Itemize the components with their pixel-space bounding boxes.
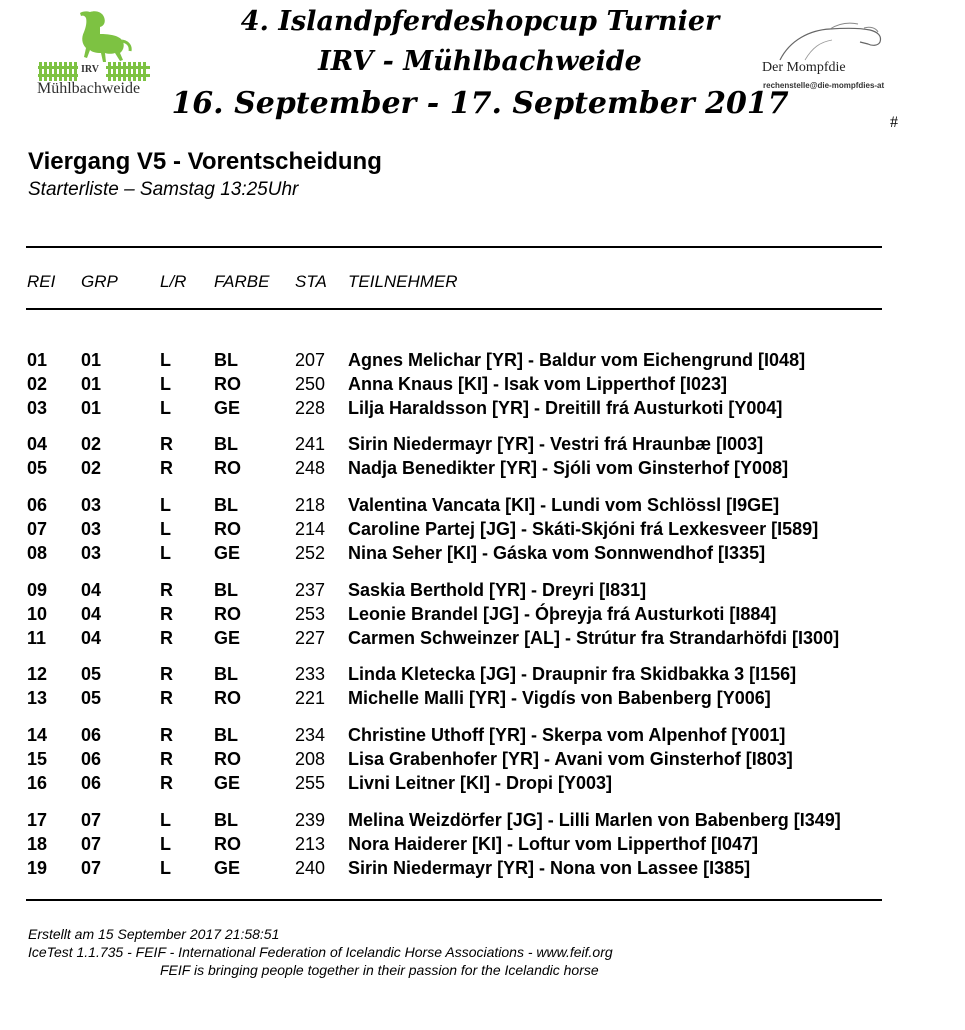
cell-lr: L — [160, 374, 171, 394]
cell-sta: 255 — [295, 773, 326, 793]
hash-mark: # — [890, 114, 898, 131]
cell-farbe: RO — [214, 374, 241, 394]
cell-grp: 02 — [81, 458, 102, 478]
column-header-farbe: FARBE — [214, 272, 270, 291]
club-logo-badge: IRV — [81, 64, 99, 75]
cell-grp: 03 — [81, 543, 102, 563]
table-row — [0, 725, 965, 749]
table-row — [0, 350, 965, 374]
cell-lr: L — [160, 519, 171, 539]
table-row — [0, 664, 965, 688]
table-row — [0, 398, 965, 422]
cell-rei: 03 — [27, 398, 48, 418]
cell-farbe: RO — [214, 688, 241, 708]
table-row — [0, 858, 965, 882]
tournament-title: 4. Islandpferdeshopcup Turnier — [240, 6, 720, 37]
cell-grp: 06 — [81, 773, 102, 793]
cell-sta: 207 — [295, 350, 326, 370]
tournament-dates: 16. September - 17. September 2017 — [171, 86, 789, 121]
table-row — [0, 434, 965, 458]
cell-lr: L — [160, 810, 171, 830]
cell-rei: 14 — [27, 725, 48, 745]
cell-rei: 19 — [27, 858, 48, 878]
table-row — [0, 834, 965, 858]
cell-teilnehmer: Anna Knaus [KI] - Isak vom Lipperthof [I023] — [348, 374, 728, 394]
column-header-sta: STA — [295, 272, 327, 291]
table-row — [0, 604, 965, 628]
footer-created: Erstellt am 15 September 2017 21:58:51 — [28, 926, 280, 942]
cell-rei: 02 — [27, 374, 48, 394]
cell-rei: 05 — [27, 458, 48, 478]
table-row — [0, 519, 965, 543]
cell-teilnehmer: Melina Weizdörfer [JG] - Lilli Marlen von Babenberg [I349] — [348, 810, 841, 830]
cell-grp: 01 — [81, 398, 102, 418]
cell-grp: 04 — [81, 580, 102, 600]
cell-rei: 08 — [27, 543, 48, 563]
cell-sta: 221 — [295, 688, 326, 708]
cell-rei: 16 — [27, 773, 48, 793]
table-row — [0, 374, 965, 398]
footer-slogan: FEIF is bringing people together in their passion for the Icelandic horse — [160, 962, 599, 978]
cell-farbe: BL — [214, 580, 238, 600]
cell-sta: 214 — [295, 519, 326, 539]
column-header-lr: L/R — [160, 272, 187, 291]
club-logo — [30, 8, 160, 103]
cell-sta: 208 — [295, 749, 326, 769]
cell-grp: 05 — [81, 688, 102, 708]
club-logo-name: Mühlbachweide — [37, 80, 141, 97]
cell-lr: R — [160, 773, 173, 793]
cell-grp: 01 — [81, 350, 102, 370]
table-row — [0, 628, 965, 652]
cell-sta: 228 — [295, 398, 326, 418]
cell-rei: 17 — [27, 810, 48, 830]
cell-rei: 11 — [27, 628, 47, 648]
cell-farbe: RO — [214, 834, 241, 854]
cell-teilnehmer: Caroline Partej [JG] - Skáti-Skjóni frá Lexkesveer [I589] — [348, 519, 819, 539]
table-row — [0, 749, 965, 773]
cell-teilnehmer: Carmen Schweinzer [AL] - Strútur fra Strandarhöfdi [I300] — [348, 628, 840, 648]
divider — [26, 899, 882, 901]
cell-lr: L — [160, 495, 171, 515]
cell-rei: 04 — [27, 434, 48, 454]
cell-grp: 06 — [81, 749, 102, 769]
cell-teilnehmer: Agnes Melichar [YR] - Baldur vom Eichengrund [I048] — [348, 350, 806, 370]
cell-farbe: GE — [214, 628, 241, 648]
cell-grp: 07 — [81, 810, 102, 830]
cell-sta: 233 — [295, 664, 326, 684]
cell-teilnehmer: Sirin Niedermayr [YR] - Vestri frá Hraunbæ [I003] — [348, 434, 764, 454]
cell-sta: 250 — [295, 374, 326, 394]
cell-farbe: GE — [214, 398, 241, 418]
cell-sta: 234 — [295, 725, 326, 745]
cell-farbe: GE — [214, 773, 241, 793]
cell-farbe: RO — [214, 749, 241, 769]
cell-grp: 03 — [81, 495, 102, 515]
cell-rei: 01 — [27, 350, 48, 370]
cell-farbe: RO — [214, 458, 241, 478]
column-header-grp: GRP — [81, 272, 118, 291]
cell-lr: L — [160, 398, 171, 418]
cell-rei: 06 — [27, 495, 48, 515]
cell-teilnehmer: Sirin Niedermayr [YR] - Nona von Lassee [I385] — [348, 858, 751, 878]
cell-rei: 10 — [27, 604, 48, 624]
cell-teilnehmer: Nora Haiderer [KI] - Loftur vom Lipperthof [I047] — [348, 834, 759, 854]
cell-farbe: RO — [214, 519, 241, 539]
tournament-venue: IRV - Mühlbachweide — [318, 46, 642, 77]
cell-farbe: BL — [214, 350, 238, 370]
table-row — [0, 688, 965, 712]
cell-grp: 04 — [81, 628, 102, 648]
table-row — [0, 543, 965, 567]
cell-farbe: GE — [214, 858, 241, 878]
divider — [26, 246, 882, 248]
cell-sta: 213 — [295, 834, 326, 854]
cell-grp: 07 — [81, 858, 102, 878]
cell-sta: 241 — [295, 434, 326, 454]
cell-rei: 18 — [27, 834, 48, 854]
cell-teilnehmer: Nadja Benedikter [YR] - Sjóli vom Ginsterhof [Y008] — [348, 458, 789, 478]
column-header-teilnehmer: TEILNEHMER — [348, 272, 458, 291]
cell-lr: L — [160, 543, 171, 563]
column-header-rei: REI — [27, 272, 56, 291]
cell-lr: L — [160, 350, 171, 370]
cell-sta: 218 — [295, 495, 326, 515]
cell-grp: 07 — [81, 834, 102, 854]
table-row — [0, 458, 965, 482]
cell-lr: R — [160, 434, 173, 454]
cell-lr: R — [160, 458, 173, 478]
cell-teilnehmer: Valentina Vancata [KI] - Lundi vom Schlössl [I9GE] — [348, 495, 780, 515]
footer-software: IceTest 1.1.735 - FEIF - International Federation of Icelandic Horse Associations - www.feif.org — [28, 944, 613, 960]
cell-grp: 01 — [81, 374, 102, 394]
divider — [26, 308, 882, 310]
table-row — [0, 580, 965, 604]
table-row — [0, 773, 965, 797]
cell-lr: L — [160, 858, 171, 878]
cell-grp: 06 — [81, 725, 102, 745]
cell-sta: 252 — [295, 543, 326, 563]
cell-sta: 227 — [295, 628, 326, 648]
cell-rei: 07 — [27, 519, 48, 539]
cell-teilnehmer: Livni Leitner [KI] - Dropi [Y003] — [348, 773, 613, 793]
cell-teilnehmer: Linda Kletecka [JG] - Draupnir fra Skidbakka 3 [I156] — [348, 664, 797, 684]
cell-farbe: GE — [214, 543, 241, 563]
cell-teilnehmer: Saskia Berthold [YR] - Dreyri [I831] — [348, 580, 647, 600]
cell-farbe: BL — [214, 664, 238, 684]
cell-teilnehmer: Lilja Haraldsson [YR] - Dreitill frá Austurkoti [Y004] — [348, 398, 783, 418]
cell-rei: 15 — [27, 749, 48, 769]
cell-lr: R — [160, 664, 173, 684]
cell-farbe: BL — [214, 434, 238, 454]
cell-farbe: BL — [214, 495, 238, 515]
cell-teilnehmer: Lisa Grabenhofer [YR] - Avani vom Ginsterhof [I803] — [348, 749, 793, 769]
cell-rei: 13 — [27, 688, 48, 708]
cell-lr: L — [160, 834, 171, 854]
partner-logo-brand: Der Mompfdie — [762, 60, 846, 75]
cell-grp: 05 — [81, 664, 102, 684]
cell-lr: R — [160, 628, 173, 648]
cell-teilnehmer: Leonie Brandel [JG] - Óþreyja frá Austurkoti [I884] — [348, 604, 777, 624]
cell-sta: 253 — [295, 604, 326, 624]
cell-sta: 248 — [295, 458, 326, 478]
cell-grp: 04 — [81, 604, 102, 624]
cell-lr: R — [160, 688, 173, 708]
partner-logo-email: rechenstelle@die-mompfdies-at — [763, 81, 885, 90]
table-row — [0, 495, 965, 519]
cell-farbe: RO — [214, 604, 241, 624]
cell-lr: R — [160, 580, 173, 600]
cell-teilnehmer: Nina Seher [KI] - Gáska vom Sonnwendhof [I335] — [348, 543, 766, 563]
cell-grp: 03 — [81, 519, 102, 539]
cell-rei: 12 — [27, 664, 48, 684]
cell-farbe: BL — [214, 725, 238, 745]
cell-rei: 09 — [27, 580, 48, 600]
cell-lr: R — [160, 604, 173, 624]
cell-lr: R — [160, 725, 173, 745]
event-subtitle: Starterliste – Samstag 13:25Uhr — [28, 179, 299, 200]
cell-farbe: BL — [214, 810, 238, 830]
cell-sta: 237 — [295, 580, 326, 600]
cell-sta: 240 — [295, 858, 326, 878]
table-row — [0, 810, 965, 834]
cell-sta: 239 — [295, 810, 326, 830]
cell-grp: 02 — [81, 434, 102, 454]
cell-lr: R — [160, 749, 173, 769]
cell-teilnehmer: Christine Uthoff [YR] - Skerpa vom Alpenhof [Y001] — [348, 725, 786, 745]
cell-teilnehmer: Michelle Malli [YR] - Vigdís von Babenberg [Y006] — [348, 688, 771, 708]
event-title: Viergang V5 - Vorentscheidung — [28, 148, 382, 175]
